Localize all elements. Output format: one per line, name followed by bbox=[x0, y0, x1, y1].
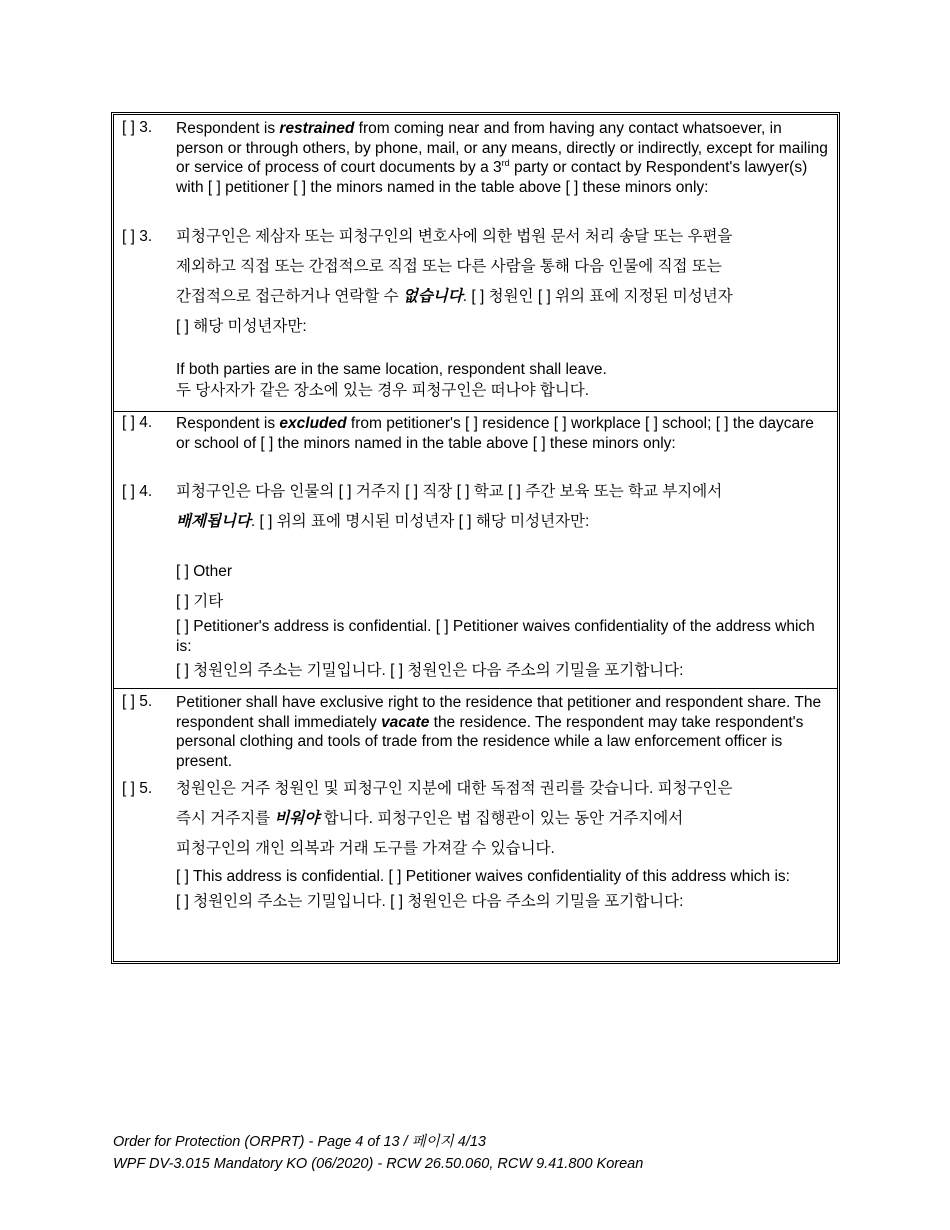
section-5 bbox=[114, 688, 837, 961]
section-5-english-text: Petitioner shall have exclusive right to the residence that petitioner and respondent share. The respondent shall immediately vacate the residence. The respondent may take respondent's personal clothing and tools of trade from the residence while a law enforcement officer is present. bbox=[176, 694, 822, 770]
section-3-korean-text: 피청구인은 제삼자 또는 피청구인의 변호사에 의한 법원 문서 처리 송달 또는 우편을 제외하고 직접 또는 간접적으로 직접 또는 다른 사람을 통해 다음 인물에 직접 또는 간접적으로 접근하거나 연락할 수 없습니다. [ ] 청원인 [ ] 위의 표에 지정된 미성년자 [ ] 해당 미성년자만: bbox=[176, 228, 733, 335]
confidential-korean[interactable]: [ ] 청원인의 주소는 기밀입니다. [ ] 청원인은 다음 주소의 기밀을 포기합니다: bbox=[176, 662, 684, 679]
section-4-english-text: Respondent is excluded from petitioner's [ ] residence [ ] workplace [ ] school; [ ] the daycare or school of [ ] the minors named in the table above [ ] these minors only: bbox=[176, 415, 814, 452]
section-4-korean-text: 피청구인은 다음 인물의 [ ] 거주지 [ ] 직장 [ ] 학교 [ ] 주간 보육 또는 학교 부지에서 배제됩니다. [ ] 위의 표에 명시된 미성년자 [ ] 해당 미성년자만: bbox=[176, 483, 723, 530]
section-5-korean-text: 청원인은 거주 청원인 및 피청구인 지분에 대한 독점적 권리를 갖습니다. 피청구인은 즉시 거주지를 비워야 합니다. 피청구인은 법 집행관이 있는 동안 거주지에서 피청구인의 개인 의복과 거래 도구를 가져갈 수 있습니다. bbox=[176, 780, 733, 857]
section-4 bbox=[114, 411, 837, 689]
leave-korean: 두 당사자가 같은 장소에 있는 경우 피청구인은 떠나야 합니다. bbox=[176, 382, 590, 399]
section-5-korean-checkbox[interactable]: [ ] 5. bbox=[122, 780, 153, 797]
form-table bbox=[111, 112, 840, 964]
address-confidential-korean[interactable]: [ ] 청원인의 주소는 기밀입니다. [ ] 청원인은 다음 주소의 기밀을 포기합니다: bbox=[176, 892, 684, 910]
section-3-english-text: Respondent is restrained from coming near and from having any contact whatsoever, in person or through others, by phone, mail, or any means, directly or indirectly, except for mailing or service of process of court documents by a 3rd party or contact by Respondent's lawyer(s) with [ ] petitioner [ ] the minors named in the table above [ ] these minors only: bbox=[176, 120, 828, 196]
section-3 bbox=[114, 115, 837, 412]
other-korean[interactable]: [ ] 기타 bbox=[176, 593, 224, 610]
section-3-korean-checkbox[interactable]: [ ] 3. bbox=[122, 228, 153, 245]
other-english[interactable]: [ ] Other bbox=[176, 563, 232, 580]
address-confidential-english[interactable]: [ ] This address is confidential. [ ] Petitioner waives confidentiality of this address which is: bbox=[176, 868, 790, 885]
footer bbox=[113, 1131, 643, 1175]
section-4-korean-checkbox[interactable]: [ ] 4. bbox=[122, 483, 153, 500]
confidential-english[interactable]: [ ] Petitioner's address is confidential. [ ] Petitioner waives confidentiality of the address which is: bbox=[176, 618, 815, 655]
section-4-checkbox[interactable]: [ ] 4. bbox=[122, 414, 153, 431]
footer-form-id: WPF DV-3.015 Mandatory KO (06/2020) - RCW 26.50.060, RCW 9.41.800 Korean bbox=[113, 1156, 644, 1172]
section-3-checkbox[interactable]: [ ] 3. bbox=[122, 119, 153, 136]
footer-page-info: Order for Protection (ORPRT) - Page 4 of 13 / 페이지 4/13 bbox=[113, 1134, 486, 1150]
leave-english: If both parties are in the same location, respondent shall leave. bbox=[176, 361, 607, 378]
section-5-checkbox[interactable]: [ ] 5. bbox=[122, 693, 153, 710]
